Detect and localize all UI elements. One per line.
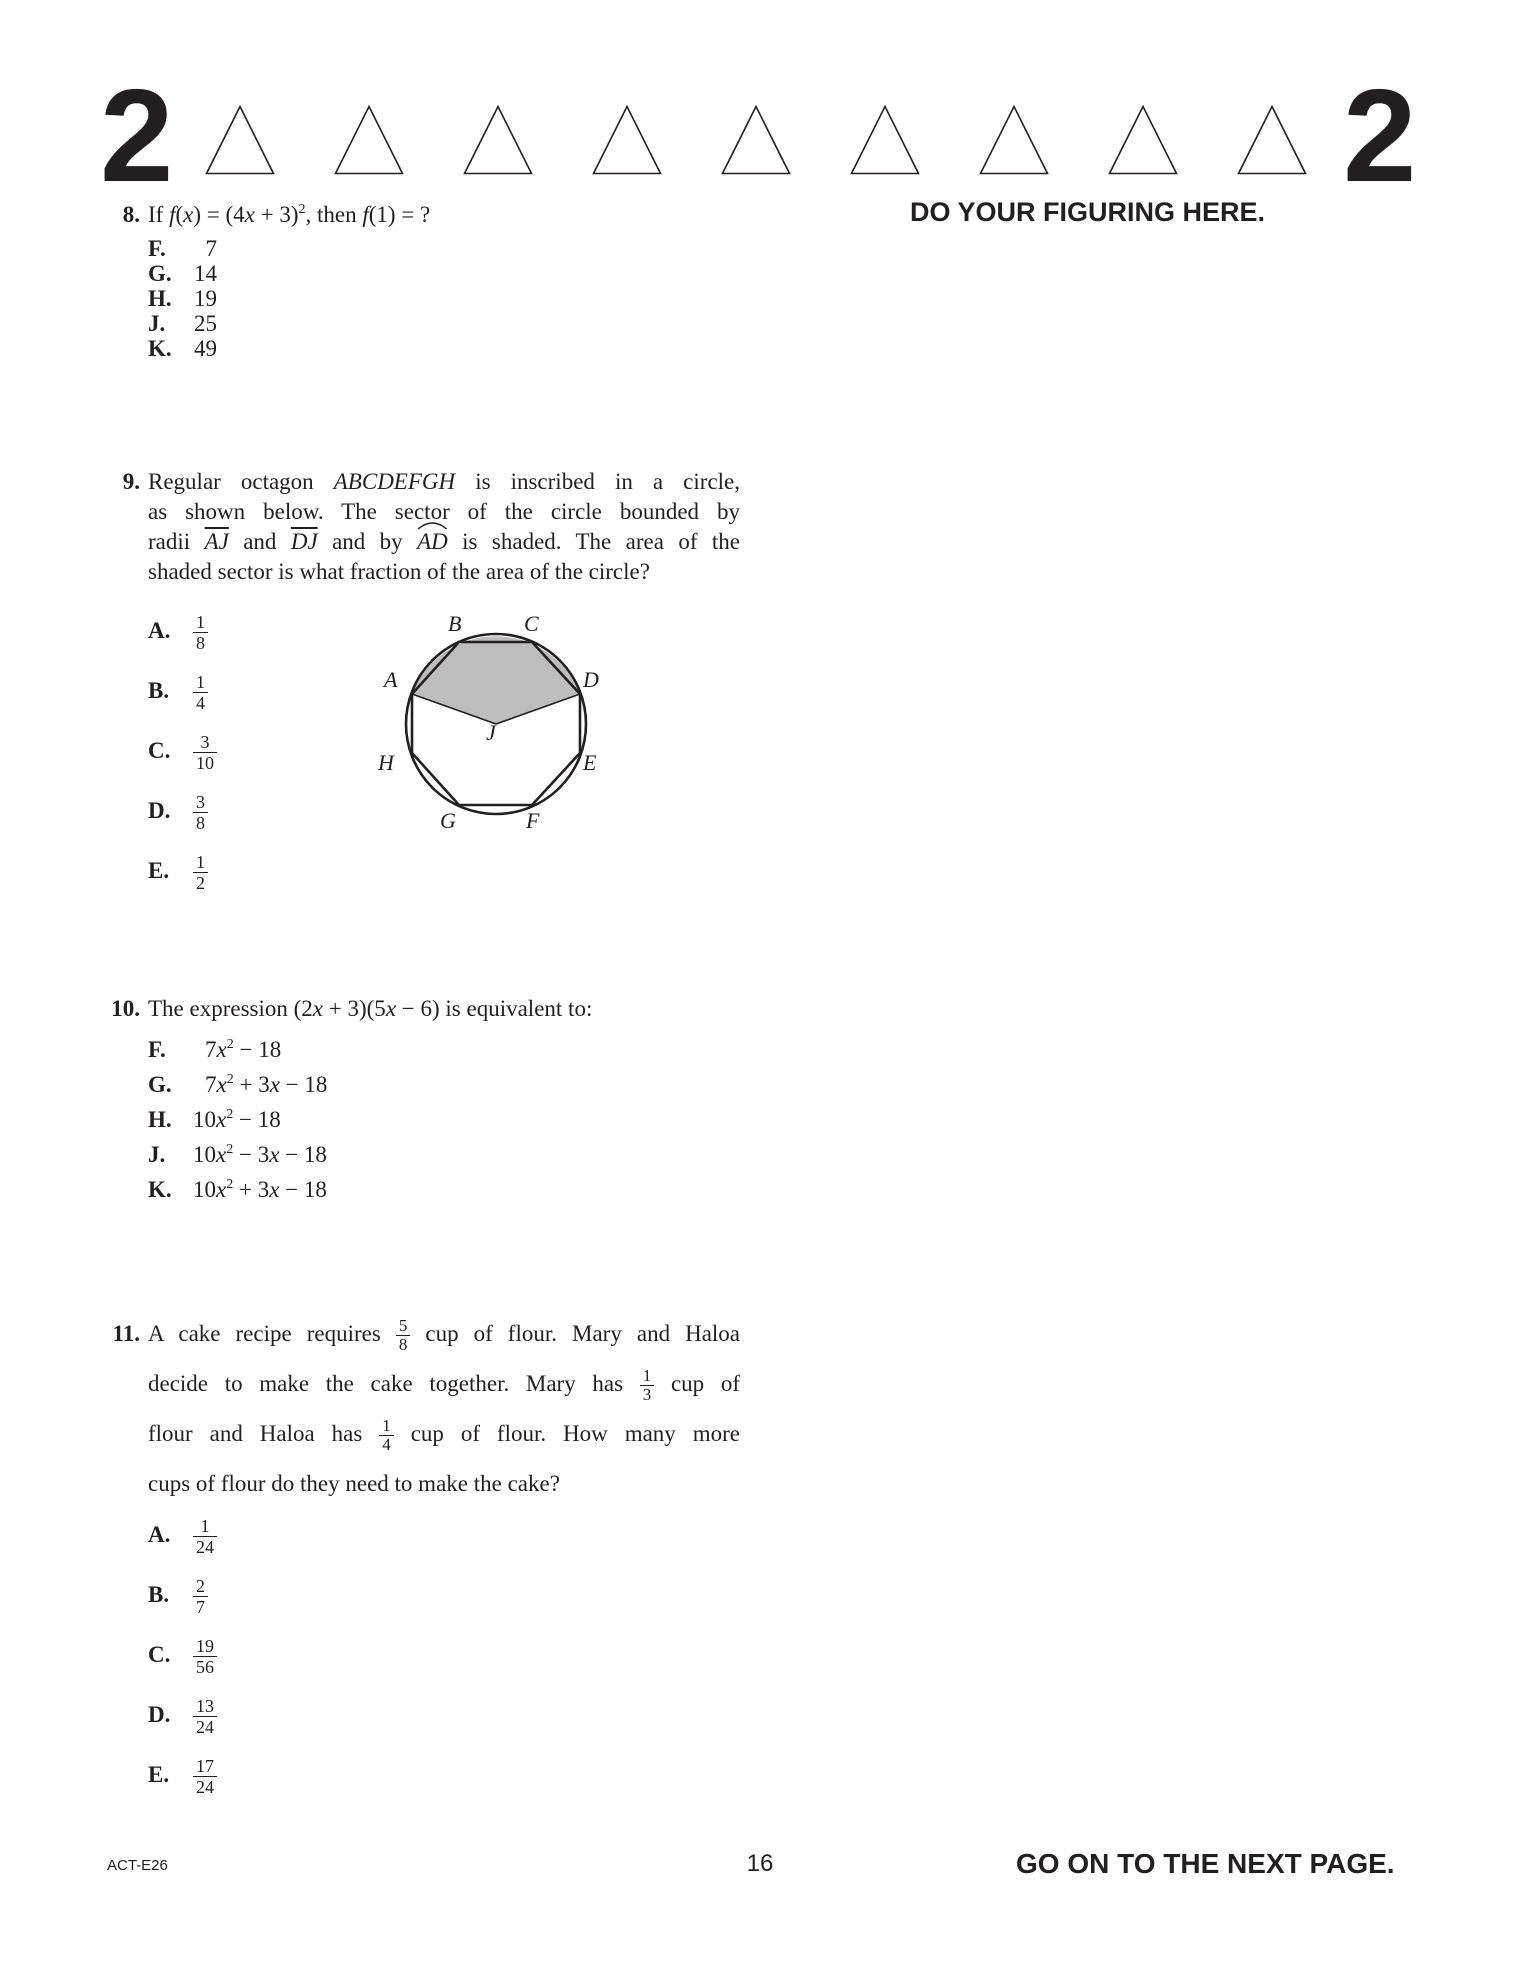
triangle-icon [463, 105, 533, 175]
answer-option[interactable]: G. $7x^2 + 3x - 18$ [148, 1072, 328, 1097]
triangle-icon [850, 105, 920, 175]
answer-option[interactable]: J. 25 [148, 311, 217, 336]
question-number: 9. [122, 469, 140, 494]
triangle-icon [1108, 105, 1178, 175]
octagon-diagram [370, 610, 610, 840]
question-number: 8. [122, 202, 140, 227]
question-number: 11. [112, 1321, 140, 1346]
fraction: $\frac{1}{3}$ [640, 1367, 655, 1404]
triangle-icon [334, 105, 404, 175]
answer-option[interactable]: A. $\frac{1}{8}$ [148, 612, 208, 653]
question-text: A cake recipe requires $\frac{5}{8}$ cup of flour. Mary and Haloa decide to make the cake together. Mary has $\frac{1}{3}$ cup of flour and Haloa has $\frac{1}{4}$ cup of flour. How many more cups of flour do they need to make the cake? [148, 1316, 741, 1496]
fraction: $\frac{17}{24}$ [193, 1756, 217, 1797]
vertex-label-d: D [583, 667, 599, 692]
answer-option[interactable]: D. $\frac{13}{24}$ [148, 1696, 217, 1737]
triangle-icon [592, 105, 662, 175]
next-page-label: GO ON TO THE NEXT PAGE. [1016, 1848, 1395, 1879]
question-9 [100, 467, 740, 587]
fraction: $\frac{2}{7}$ [193, 1576, 208, 1617]
answer-option[interactable]: C. $\frac{3}{10}$ [148, 732, 217, 773]
fraction: $\frac{1}{4}$ [379, 1417, 394, 1454]
fraction: $\frac{1}{24}$ [193, 1516, 217, 1557]
page-number: 16 [746, 1850, 774, 1877]
triangle-icon [205, 105, 275, 175]
fraction: $\frac{1}{8}$ [193, 612, 208, 653]
answer-option[interactable]: E. $\frac{17}{24}$ [148, 1756, 217, 1797]
shaded-sector [412, 636, 580, 724]
fraction: $\frac{5}{8}$ [396, 1317, 411, 1354]
question-11 [100, 1309, 740, 1509]
question-text: Regular octagon ABCDEFGH is inscribed in a circle, as shown below. The sector of the circle bounded by radii $\overline{AJ}$ and $\overline{DJ}$ and by AD is shaded. The area of the shaded sector is what fraction of the area of the circle? [148, 469, 741, 584]
fraction: $\frac{1}{4}$ [193, 672, 208, 713]
triangle-row [205, 105, 1325, 175]
vertex-label-f: F [526, 808, 540, 833]
vertex-label-g: G [440, 808, 456, 833]
vertex-label-e: E [583, 750, 597, 775]
question-10 [100, 994, 740, 1024]
figuring-label: DO YOUR FIGURING HERE. [910, 197, 1266, 227]
answer-option[interactable]: A. $\frac{1}{24}$ [148, 1516, 217, 1557]
arc-notation: AD [417, 527, 448, 557]
fraction: $\frac{3}{10}$ [193, 732, 217, 773]
answer-option[interactable]: K. $10x^2 + 3x - 18$ [148, 1177, 327, 1202]
section-number-left: 2 [100, 62, 172, 209]
center-label-j: J [486, 720, 496, 745]
question-text: The expression (2x + 3)(5x − 6) is equivalent to: [148, 996, 593, 1021]
vertex-label-a: A [384, 667, 398, 692]
vertex-label-c: C [524, 611, 539, 636]
answer-option[interactable]: J. $10x^2 - 3x - 18$ [148, 1142, 327, 1167]
fraction: $\frac{3}{8}$ [193, 792, 208, 833]
question-text: If $f(x) = (4x + 3)^2$, then f(1) = ? [148, 202, 431, 227]
answer-option[interactable]: B. $\frac{1}{4}$ [148, 672, 208, 713]
answer-option[interactable]: C. $\frac{19}{56}$ [148, 1636, 217, 1677]
section-number-right: 2 [1343, 62, 1415, 209]
vertex-label-h: H [378, 750, 394, 775]
answer-option[interactable]: E. $\frac{1}{2}$ [148, 852, 208, 893]
answer-option[interactable]: F. 7 [148, 236, 217, 261]
fraction: $\frac{19}{56}$ [193, 1636, 217, 1677]
triangle-icon [979, 105, 1049, 175]
answer-option[interactable]: F. $7x^2 - 18$ [148, 1037, 282, 1062]
vertex-label-b: B [448, 611, 462, 636]
triangle-icon [1237, 105, 1307, 175]
answer-option[interactable]: H. 19 [148, 286, 217, 311]
fraction: $\frac{1}{2}$ [193, 852, 208, 893]
answer-option[interactable]: H. $10x^2 - 18$ [148, 1107, 281, 1132]
answer-option[interactable]: D. $\frac{3}{8}$ [148, 792, 208, 833]
answer-option[interactable]: G. 14 [148, 261, 217, 286]
answer-option[interactable]: B. $\frac{2}{7}$ [148, 1576, 208, 1617]
answer-option[interactable]: K. 49 [148, 336, 217, 361]
question-number: 10. [111, 996, 140, 1021]
triangle-icon [721, 105, 791, 175]
form-code: ACT-E26 [107, 1857, 168, 1874]
fraction: $\frac{13}{24}$ [193, 1696, 217, 1737]
question-8 [100, 200, 740, 230]
